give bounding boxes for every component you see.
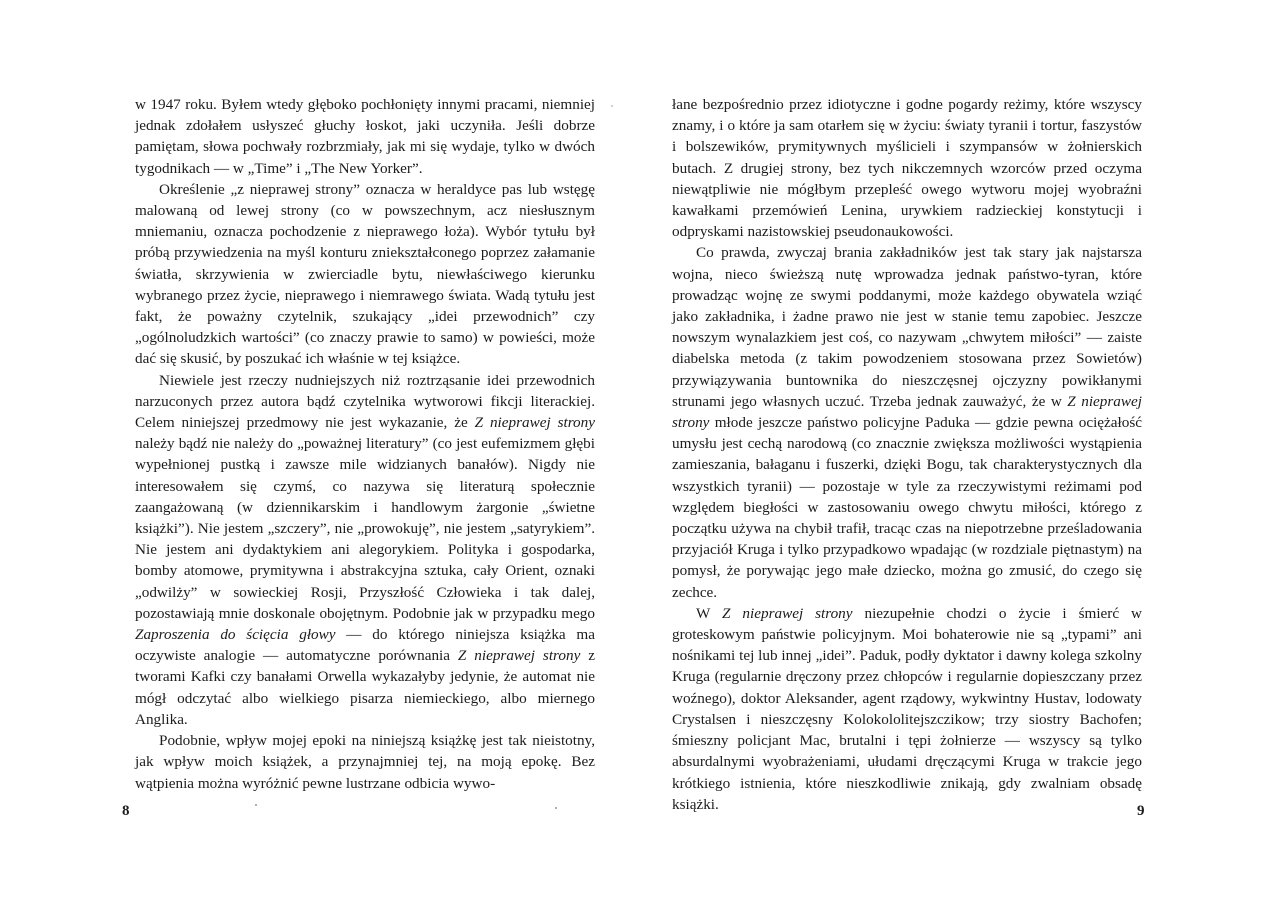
text-run: Co prawda, zwyczaj brania zakładników jest tak stary jak najstarsza wojna, nieco świeższą nutę wprowadza jednak państwo-tyran, które prowadząc wojnę ze swymi poddanymi, może każdego obywatela wziąć jako zakładnika, i żadne prawo nie jest w stanie temu zapobiec. Jeszcze nowszym wynalazkiem jest coś, co nazywam „chwytem miłości” — zaiste diabelska metoda (z takim powodzeniem stosowana przez Sowietów) przywiązywania buntownika do nieszczęsnej ojczyzny powikłanymi strunami jego własnych uczuć. Trzeba jednak zauważyć, że w	[672, 244, 1142, 410]
left-page-paragraph	[135, 730, 595, 794]
right-page-paragraph	[672, 603, 1142, 815]
text-run: łane bezpośrednio przez idiotyczne i godne pogardy reżimy, które wszyscy znamy, i o które ja sam otarłem się w życiu: światy tyranii i tortur, faszystów i bolszewików, prymitywnych myślicieli i szympansów w żołnierskich butach. Z drugiej strony, bez tych nikczemnych wzorców przed oczyma niewątpliwie nie mógłbym przepleść owego wytworu mojej wyobraźni kawałkami przemówień Lenina, urywkiem radzieckiej konstytucji i odpryskami nazistowskiej pseudonaukowości.	[672, 96, 1142, 241]
italic-title: Z nieprawej strony	[672, 392, 1142, 432]
right-page-text	[672, 94, 1142, 815]
text-run: W	[696, 604, 723, 622]
italic-title: Z nieprawej strony	[457, 647, 581, 665]
left-page-paragraph	[135, 179, 595, 370]
text-run: w 1947 roku. Byłem wtedy głęboko pochłonięty innymi pracami, niemniej jednak zdołałem usłyszeć głuchy łoskot, jaki uczyniła. Jeśli dobrze pamiętam, słowa pochwały rozbrzmiały, jak mi się wydaje, tylko w dwóch tygodnikach — w „Time” i „The New Yorker”.	[135, 96, 595, 177]
text-run: — do którego niniejsza książka ma oczywiste analogie — automatyczne porównania	[135, 626, 595, 665]
text-run: Określenie „z nieprawej strony” oznacza w heraldyce pas lub wstęgę malowaną od lewej strony (co w powszechnym, acz niesłusznym mniemaniu, oznacza pochodzenie z nieprawego łoża). Wybór tytułu był próbą przywiedzenia na myśl konturu zniekształconego poprzez załamanie światła, skrzywienia w zwierciadle bytu, niewłaściwego kierunku wybranego przez życie, nieprawego i niemrawego świata. Wadą tytułu jest fakt, że poważny czytelnik, szukający „idei przewodnich” czy „ogólnoludzkich wartości” (co znaczy prawie to samo) w powieści, może dać się skusić, by poszukać ich właśnie w tej książce.	[135, 180, 595, 368]
text-run: Podobnie, wpływ mojej epoki na niniejszą książkę jest tak nieistotny, jak wpływ moich książek, a przynajmniej tej, na moją epokę. Bez wątpienia można wyróżnić pewne lustrzane odbicia wywo-	[135, 732, 595, 792]
italic-title: Zaproszenia do ścięcia głowy	[135, 626, 336, 644]
right-page-number: 9	[1137, 803, 1145, 819]
right-page-paragraph	[672, 94, 1142, 242]
text-run: należy bądź nie należy do „poważnej literatury” (co jest eufemizmem głębi wypełnionej pustką i zawsze mile widzianych banałów). Nigdy nie interesowałem się czymś, co nazywa się literaturą społecznie zaangażowaną (w dziennikarskim i handlowym żargonie „świetne książki”). Nie jestem „szczery”, nie „prowokuję”, nie jestem „satyrykiem”. Nie jestem ani dydaktykiem ani alegorykiem. Polityka i gospodarka, bomby atomowe, prymitywna i abstrakcyjna sztuka, cały Orient, oznaki „odwilży” w sowieckiej Rosji, Przyszłość Człowieka i tak dalej, pozostawiają mnie doskonale obojętnym. Podobnie jak w przypadku mego	[135, 435, 595, 622]
right-page-paragraph	[672, 242, 1142, 602]
text-run: niezupełnie chodzi o życie i śmierć w groteskowym państwie policyjnym. Moi bohaterowie nie są „typami” ani nośnikami tej lub innej „idei”. Paduk, podły dyktator i dawny kolega szkolny Kruga (regularnie dręczony przez chłopców i regularnie dopieszczany przez woźnego), doktor Aleksander, agent rządowy, wykwintny Hustav, lodowaty Crystalsen i nieszczęsny Kolokololitejszczikow; trzy siostry Bachofen; śmieszny policjant Mac, brutalni i tępi żołnierze — wszyscy są tylko absurdalnymi wyobrażeniami, ułudami dręczącymi Kruga w trakcie jego krótkiego istnienia, które nieszkodliwie znikają, gdy zwalniam obsadę książki.	[672, 604, 1142, 813]
italic-title: Z nieprawej strony	[722, 604, 853, 622]
text-run: z tworami Kafki czy banałami Orwella wykazałyby jedynie, że automat nie mógł odczytać albo wielkiego pisarza niemieckiego, albo miernego Anglika.	[135, 647, 595, 728]
text-run: Niewiele jest rzeczy nudniejszych niż roztrząsanie idei przewodnich narzuconych przez autora bądź czytelnika wytworowi fikcji literackiej. Celem niniejszej przedmowy nie jest wykazanie, że	[135, 371, 595, 432]
left-page-paragraph	[135, 370, 595, 730]
left-page-text	[135, 94, 595, 794]
text-run: młode jeszcze państwo policyjne Paduka — gdzie pewna ociężałość umysłu jest cechą narodową (co znacznie zwiększa możliwości wystąpienia zamieszania, bałaganu i fuszerki, dzięki Bogu, tak charakterystycznych dla wszystkich tyranii) — pozostaje w tyle za rzeczywistymi reżimami pod względem biegłości w zastosowaniu owego chwytu miłości, którego z początku używa na chybił trafił, tracąc czas na niepotrzebne prześladowania przyjaciół Kruga i tylko przypadkowo wpadając (w rozdziale piętnastym) na pomysł, że porywając jego małe dziecko, można go zmusić, do czego się zechce.	[672, 414, 1142, 601]
italic-title: Z nieprawej strony	[474, 414, 595, 432]
left-page-paragraph	[135, 94, 595, 179]
left-page-number: 8	[122, 803, 130, 819]
